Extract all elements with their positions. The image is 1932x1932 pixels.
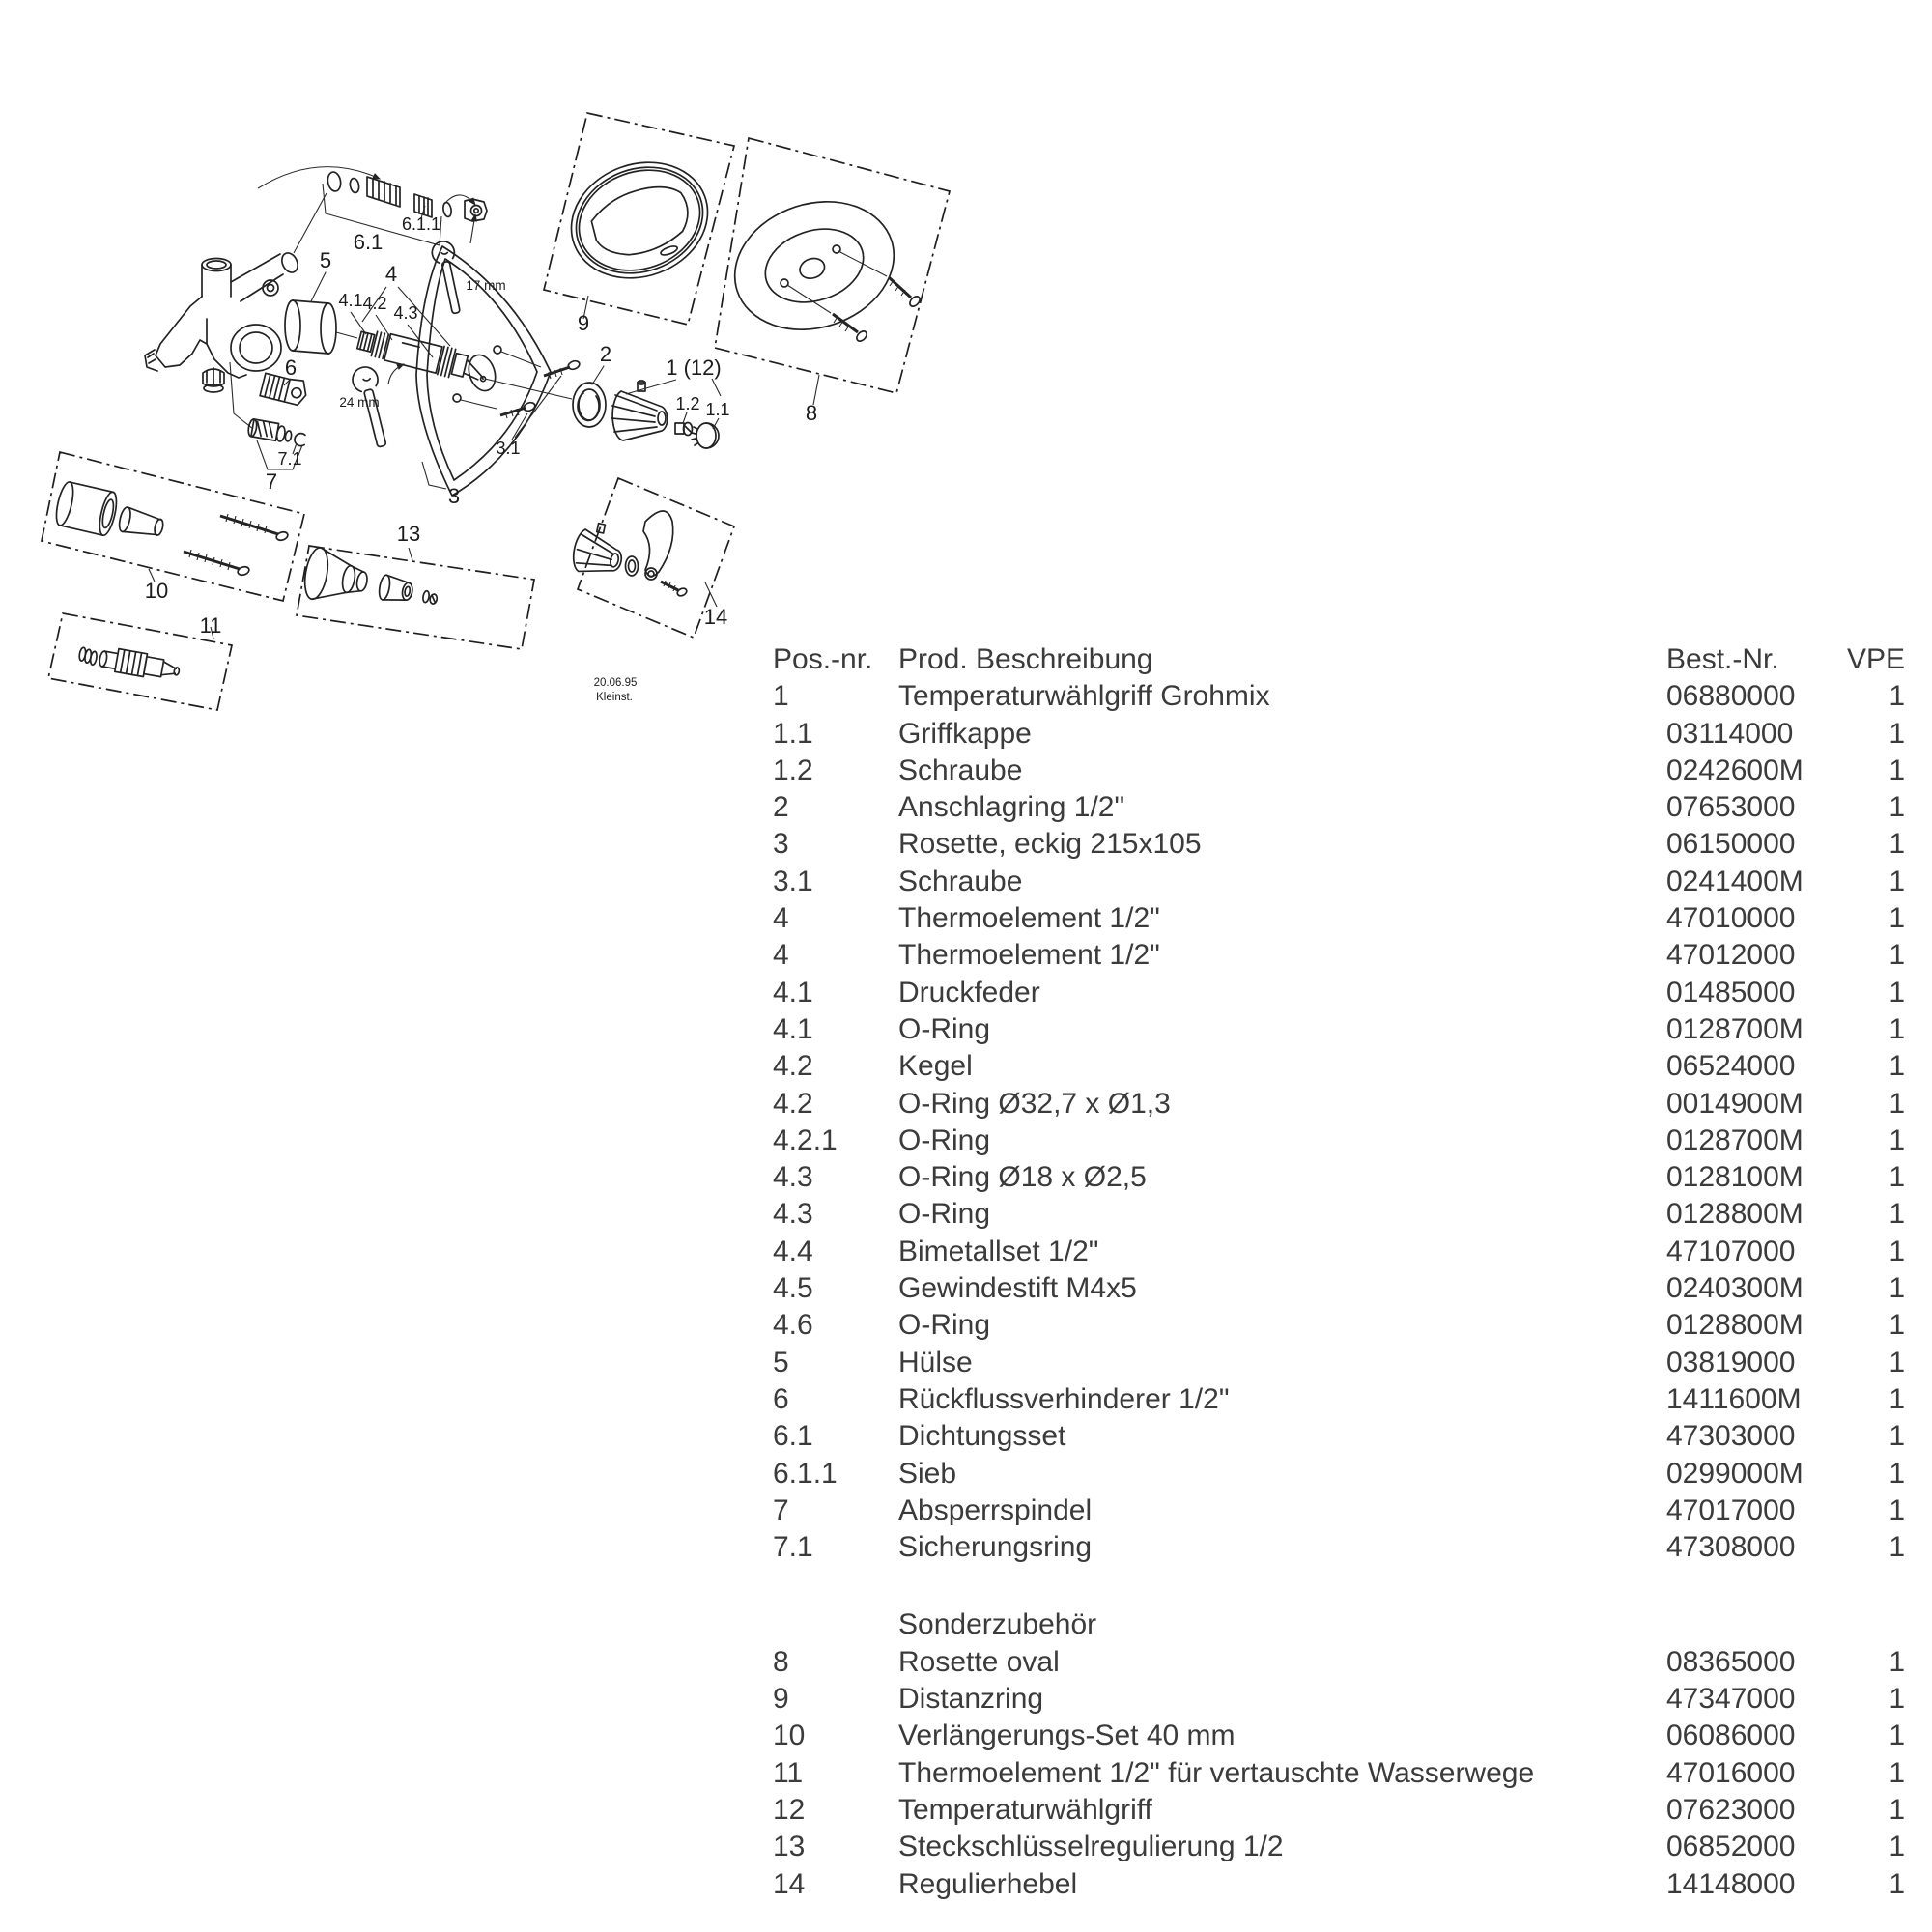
part-label-17-mm: 17 mm xyxy=(466,278,506,293)
parts-table xyxy=(773,641,1905,1903)
cell-desc: Sicherungsring xyxy=(898,1531,1093,1564)
cell-best: 07653000 xyxy=(1666,791,1796,824)
screw xyxy=(661,581,688,597)
table-row xyxy=(773,937,1905,974)
cell-best: 01485000 xyxy=(1666,976,1796,1009)
steckschluesselregulierung-13 xyxy=(301,546,442,620)
table-row xyxy=(773,1492,1905,1529)
cell-vpe: 1 xyxy=(1889,1683,1905,1716)
cell-pos: 3.1 xyxy=(773,865,813,897)
cell-best: 47308000 xyxy=(1666,1531,1796,1564)
cell-pos: 6 xyxy=(773,1382,789,1415)
cell-vpe: 1 xyxy=(1889,1161,1905,1194)
cell-desc: Rosette, eckig 215x105 xyxy=(898,828,1202,861)
distanzring-9 xyxy=(555,144,724,319)
cell-desc: Temperaturwählgriff xyxy=(898,1793,1152,1826)
table-row xyxy=(773,1234,1905,1270)
table-row xyxy=(773,1196,1905,1233)
cell-desc: Absperrspindel xyxy=(898,1493,1093,1526)
cell-best: 47107000 xyxy=(1666,1235,1796,1267)
cell-desc: Druckfeder xyxy=(898,976,1040,1009)
cell-pos: 2 xyxy=(773,791,789,824)
part-label-3: 3 xyxy=(447,484,461,508)
table-row xyxy=(773,1829,1905,1865)
anschlagring-2 xyxy=(573,366,606,427)
cell-best: 47012000 xyxy=(1666,939,1796,972)
cell-desc: Kegel xyxy=(898,1050,973,1083)
accessories-table-body xyxy=(773,1644,1905,1903)
cell-pos: 1 xyxy=(773,680,789,713)
table-row xyxy=(773,1418,1905,1455)
cell-desc: O-Ring xyxy=(898,1123,991,1156)
cell-vpe: 1 xyxy=(1889,1123,1905,1156)
table-row xyxy=(773,789,1905,826)
table-row xyxy=(773,1681,1905,1718)
part-label-24-mm: 24 mm xyxy=(339,395,380,410)
table-row xyxy=(773,1011,1905,1048)
insert-arrow xyxy=(258,167,380,188)
part-label-8: 8 xyxy=(805,401,818,425)
cell-pos: 4.1 xyxy=(773,1012,813,1045)
table-row xyxy=(773,1792,1905,1829)
part-label-14: 14 xyxy=(703,605,728,629)
table-row xyxy=(773,1755,1905,1792)
insert-arrow xyxy=(445,195,475,205)
cell-pos: 6.1.1 xyxy=(773,1457,838,1490)
o-ring xyxy=(327,171,342,192)
cell-vpe: 1 xyxy=(1889,753,1905,786)
cell-best: 47347000 xyxy=(1666,1683,1796,1716)
cell-pos: 14 xyxy=(773,1867,806,1900)
cell-vpe: 1 xyxy=(1889,1645,1905,1678)
cell-best: 47010000 xyxy=(1666,902,1796,935)
cell-vpe: 1 xyxy=(1889,1382,1905,1415)
cell-best: 0128700M xyxy=(1666,1012,1804,1045)
regulierhebel-14 xyxy=(570,511,717,607)
cell-desc: Griffkappe xyxy=(898,717,1032,750)
cell-desc: Gewindestift M4x5 xyxy=(898,1272,1137,1305)
cell-best: 0299000M xyxy=(1666,1457,1804,1490)
cell-pos: 5 xyxy=(773,1346,789,1378)
cell-pos: 6.1 xyxy=(773,1420,813,1453)
cell-vpe: 1 xyxy=(1889,1531,1905,1564)
cell-best: 06086000 xyxy=(1666,1719,1796,1752)
cell-desc: Thermoelement 1/2" für vertauschte Wasserwege xyxy=(898,1756,1535,1789)
cell-vpe: 1 xyxy=(1889,902,1905,935)
schraube-1-2 xyxy=(675,423,693,436)
cell-vpe: 1 xyxy=(1889,680,1905,713)
part-label-11: 11 xyxy=(199,613,222,638)
o-ring xyxy=(349,178,359,193)
accessories-heading: Sonderzubehör xyxy=(898,1608,1097,1641)
cell-best: 0128800M xyxy=(1666,1309,1804,1342)
cell-desc: O-Ring xyxy=(898,1309,991,1342)
cell-pos: 4.4 xyxy=(773,1235,813,1267)
cell-desc: O-Ring Ø18 x Ø2,5 xyxy=(898,1161,1147,1194)
cell-desc: Temperaturwählgriff Grohmix xyxy=(898,680,1270,713)
cell-best: 07623000 xyxy=(1666,1793,1796,1826)
table-row xyxy=(773,1381,1905,1418)
cell-pos: 1.1 xyxy=(773,717,813,750)
cell-best: 47017000 xyxy=(1666,1493,1796,1526)
cell-desc: O-Ring xyxy=(898,1012,991,1045)
cell-best: 06852000 xyxy=(1666,1831,1796,1863)
cell-vpe: 1 xyxy=(1889,1493,1905,1526)
cell-desc: Steckschlüsselregulierung 1/2 xyxy=(898,1831,1284,1863)
cell-pos: 8 xyxy=(773,1645,789,1678)
cell-vpe: 1 xyxy=(1889,1867,1905,1900)
cell-best: 0014900M xyxy=(1666,1087,1804,1120)
part-label-7.1: 7.1 xyxy=(277,449,302,469)
cell-desc: O-Ring xyxy=(898,1198,991,1231)
cell-vpe: 1 xyxy=(1889,1831,1905,1863)
part-label-1.1: 1.1 xyxy=(705,400,730,419)
cell-vpe: 1 xyxy=(1889,939,1905,972)
cell-pos: 7 xyxy=(773,1493,789,1526)
cell-pos: 4.2 xyxy=(773,1050,813,1083)
cell-vpe: 1 xyxy=(1889,1050,1905,1083)
cell-vpe: 1 xyxy=(1889,1272,1905,1305)
o-ring xyxy=(442,202,452,217)
part-label-20.06.95: 20.06.95 xyxy=(593,677,638,689)
part-label-9: 9 xyxy=(577,311,590,335)
table-row xyxy=(773,753,1905,789)
huelse-5 xyxy=(285,272,336,354)
table-row xyxy=(773,826,1905,863)
part-label-3.1: 3.1 xyxy=(496,439,521,458)
cell-vpe: 1 xyxy=(1889,1198,1905,1231)
header-best: Best.-Nr. xyxy=(1666,643,1779,675)
cell-pos: 3 xyxy=(773,828,789,861)
table-row xyxy=(773,716,1905,753)
parts-table-body xyxy=(773,678,1905,1566)
part-label-2: 2 xyxy=(599,342,612,366)
part-label-1.2: 1.2 xyxy=(675,394,700,413)
cell-desc: Regulierhebel xyxy=(898,1867,1078,1900)
cell-pos: 10 xyxy=(773,1719,806,1752)
table-header xyxy=(773,641,1905,678)
table-row xyxy=(773,1644,1905,1681)
table-row xyxy=(773,1866,1905,1903)
cell-pos: 7.1 xyxy=(773,1531,813,1564)
cell-vpe: 1 xyxy=(1889,865,1905,897)
cell-desc: Distanzring xyxy=(898,1683,1044,1716)
cell-vpe: 1 xyxy=(1889,717,1905,750)
cell-best: 06880000 xyxy=(1666,680,1796,713)
cell-best: 06150000 xyxy=(1666,828,1796,861)
griffkappe-1-1 xyxy=(692,423,719,448)
table-row xyxy=(773,1159,1905,1196)
cell-pos: 4.5 xyxy=(773,1272,813,1305)
cell-best: 0242600M xyxy=(1666,753,1804,786)
cell-pos: 13 xyxy=(773,1831,806,1863)
cell-desc: Schraube xyxy=(898,865,1023,897)
cell-best: 1411600M xyxy=(1666,1382,1802,1415)
part-label-1-12-: 1 (12) xyxy=(666,355,722,380)
thermoelement-11 xyxy=(77,627,213,683)
cell-vpe: 1 xyxy=(1889,1756,1905,1789)
cell-best: 14148000 xyxy=(1666,1867,1796,1900)
part-label-5: 5 xyxy=(319,248,332,272)
table-row xyxy=(773,678,1905,715)
hex-plug xyxy=(465,199,487,221)
table-row xyxy=(773,1718,1905,1754)
cell-vpe: 1 xyxy=(1889,1235,1905,1267)
cell-vpe: 1 xyxy=(1889,1309,1905,1342)
cell-best: 0128800M xyxy=(1666,1198,1804,1231)
cell-pos: 9 xyxy=(773,1683,789,1716)
cell-vpe: 1 xyxy=(1889,1420,1905,1453)
cell-best: 47303000 xyxy=(1666,1420,1796,1453)
threaded-fitting xyxy=(367,177,400,207)
header-pos: Pos.-nr. xyxy=(773,643,873,675)
rueckflussverhinderer-6 xyxy=(230,362,309,429)
cell-desc: O-Ring Ø32,7 x Ø1,3 xyxy=(898,1087,1171,1120)
cell-best: 0241400M xyxy=(1666,865,1804,897)
table-row xyxy=(773,1086,1905,1122)
screw xyxy=(184,514,289,577)
cell-desc: Thermoelement 1/2" xyxy=(898,939,1160,972)
cell-pos: 4.6 xyxy=(773,1309,813,1342)
cell-pos: 4.1 xyxy=(773,976,813,1009)
cell-pos: 4.3 xyxy=(773,1161,813,1194)
part-label-Kleinst.: Kleinst. xyxy=(596,692,633,703)
cell-desc: Anschlagring 1/2" xyxy=(898,791,1125,824)
cell-best: 06524000 xyxy=(1666,1050,1796,1083)
cell-pos: 4.3 xyxy=(773,1198,813,1231)
cell-vpe: 1 xyxy=(1889,1012,1905,1045)
cell-vpe: 1 xyxy=(1889,976,1905,1009)
temperaturwaehlgriff-1 xyxy=(611,379,721,448)
valve-body xyxy=(145,250,300,392)
part-label-6.1: 6.1 xyxy=(353,230,384,254)
cell-best: 0128700M xyxy=(1666,1123,1804,1156)
cell-pos: 11 xyxy=(773,1756,804,1789)
table-row xyxy=(773,1529,1905,1566)
cell-best: 03114000 xyxy=(1666,717,1794,750)
cell-desc: Thermoelement 1/2" xyxy=(898,902,1160,935)
cell-desc: Sieb xyxy=(898,1457,957,1490)
exploded-parts-diagram xyxy=(0,0,966,734)
table-row xyxy=(773,1345,1905,1381)
cell-vpe: 1 xyxy=(1889,1346,1905,1378)
part-label-13: 13 xyxy=(396,522,421,546)
cell-pos: 1.2 xyxy=(773,753,813,786)
part-label-6: 6 xyxy=(284,355,298,380)
cell-desc: Verlängerungs-Set 40 mm xyxy=(898,1719,1236,1752)
cell-best: 0240300M xyxy=(1666,1272,1804,1305)
rosette-oval-8 xyxy=(718,182,922,405)
part-label-4: 4 xyxy=(384,262,398,286)
cell-pos: 4.2.1 xyxy=(773,1123,838,1156)
part-label-4.2: 4.2 xyxy=(362,294,387,313)
cell-vpe: 1 xyxy=(1889,1457,1905,1490)
table-row xyxy=(773,1122,1905,1159)
table-row xyxy=(773,1456,1905,1492)
verlaengerungs-set-10 xyxy=(53,480,289,582)
box-rosette-oval-8 xyxy=(715,138,950,393)
part-label-4.3: 4.3 xyxy=(393,303,418,323)
part-label-10: 10 xyxy=(144,579,169,603)
header-vpe: VPE xyxy=(1846,643,1905,675)
header-desc: Prod. Beschreibung xyxy=(898,643,1153,675)
table-row xyxy=(773,1048,1905,1085)
table-row xyxy=(773,1307,1905,1344)
part-label-6.1.1: 6.1.1 xyxy=(401,214,441,234)
cell-desc: Bimetallset 1/2" xyxy=(898,1235,1099,1267)
part-label-7: 7 xyxy=(265,469,278,494)
box-steckschluessel-13 xyxy=(297,546,534,649)
cell-best: 0128100M xyxy=(1666,1161,1804,1194)
cell-pos: 12 xyxy=(773,1793,806,1826)
cell-vpe: 1 xyxy=(1889,1719,1905,1752)
cell-desc: Rückflussverhinderer 1/2" xyxy=(898,1382,1230,1415)
cell-vpe: 1 xyxy=(1889,791,1905,824)
table-row xyxy=(773,975,1905,1011)
cell-vpe: 1 xyxy=(1889,1793,1905,1826)
cell-vpe: 1 xyxy=(1889,828,1905,861)
cell-desc: Schraube xyxy=(898,753,1023,786)
cell-best: 03819000 xyxy=(1666,1346,1796,1378)
table-row xyxy=(773,864,1905,900)
screw-3-1 xyxy=(500,359,581,418)
cell-best: 47016000 xyxy=(1666,1756,1796,1789)
table-row xyxy=(773,900,1905,937)
cell-vpe: 1 xyxy=(1889,1087,1905,1120)
table-row xyxy=(773,1270,1905,1307)
cell-best: 08365000 xyxy=(1666,1645,1796,1678)
cell-desc: Rosette oval xyxy=(898,1645,1060,1678)
cell-pos: 4 xyxy=(773,902,789,935)
part-label-4.1: 4.1 xyxy=(338,291,363,310)
cell-pos: 4 xyxy=(773,939,789,972)
cell-pos: 4.2 xyxy=(773,1087,813,1120)
cell-desc: Dichtungsset xyxy=(898,1420,1066,1453)
cell-desc: Hülse xyxy=(898,1346,973,1378)
